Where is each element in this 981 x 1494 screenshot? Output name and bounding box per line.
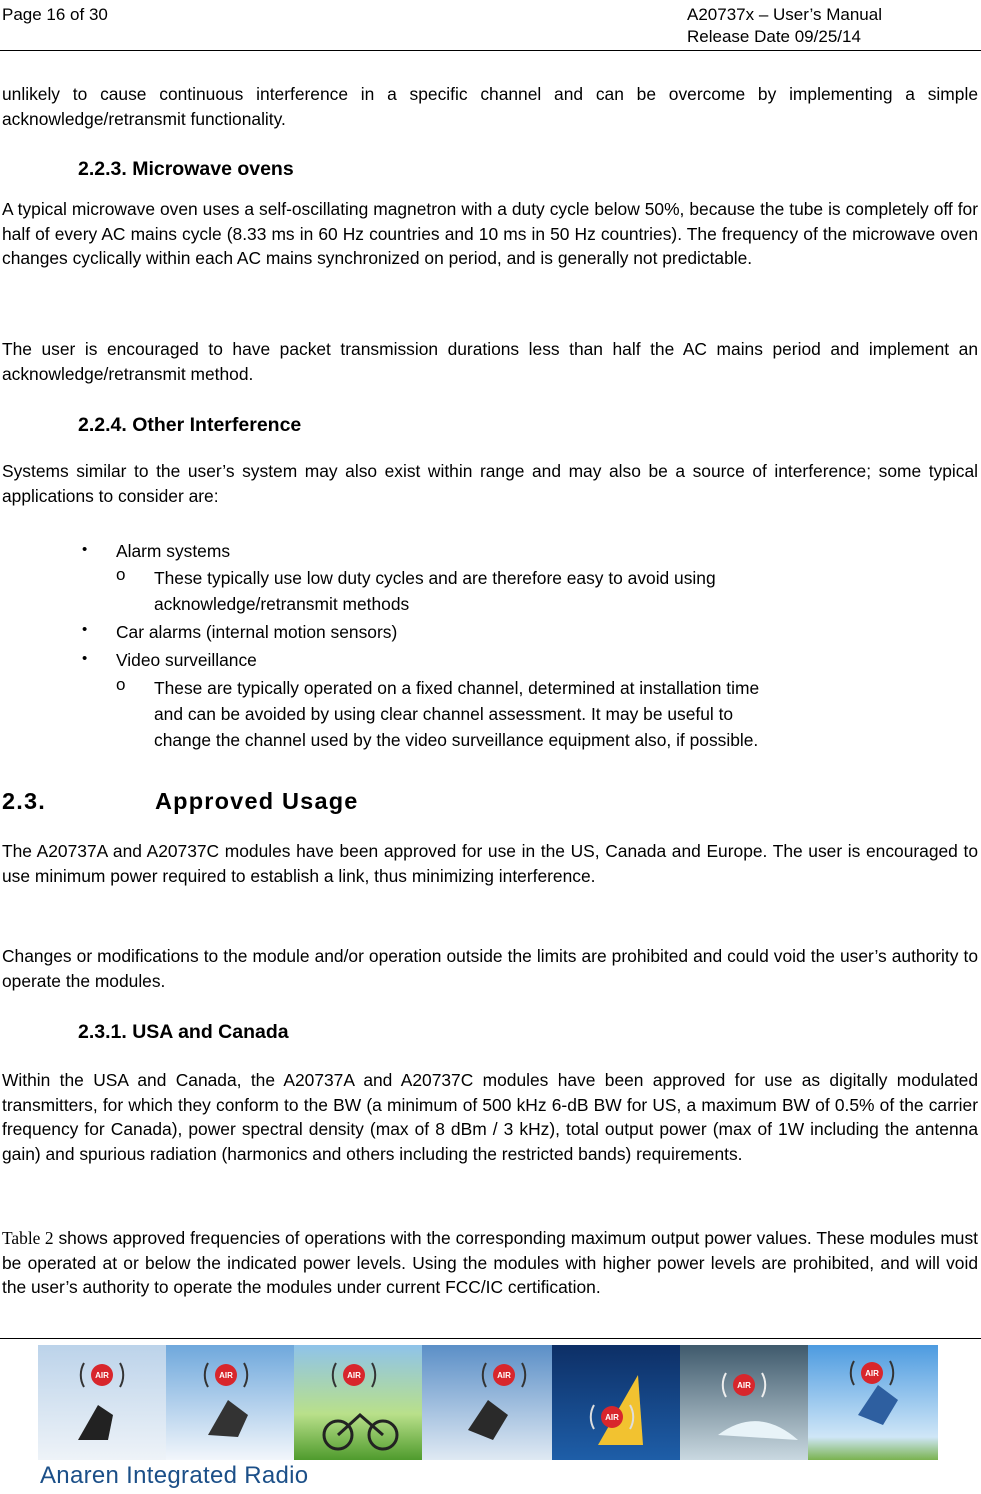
bullet-glyph: • [82, 541, 88, 558]
air-badge-text: AIR [219, 1371, 233, 1380]
usa-canada-paragraph-2-text: shows approved frequencies of operations with the corresponding maximum output power values. These modules must be operated at or below the indicated power levels. Using the modules with higher power levels are prohibited, and will void the user’s authority to operate the modules under current FCC/IC certification. [2, 1228, 978, 1298]
bullet-alarm-systems: Alarm systems [116, 541, 231, 561]
air-badge-text: AIR [605, 1413, 619, 1422]
sub-bullet-line: These are typically operated on a fixed channel, determined at installation time [154, 678, 760, 698]
sub-bullet-glyph: o [116, 565, 126, 584]
bullet-glyph: • [82, 621, 88, 638]
usa-canada-paragraph-1: Within the USA and Canada, the A20737A and A20737C modules have been approved for use as digitally modulated transmitters, for which they conform to the BW (a minimum of 500 kHz 6-dB BW for US, a maximum BW of 0.5% of the carrier frequency for Canada), power spectral density (max of 8 dBm / 3 kHz), total output power (max of 1W including the antenna gain) and spurious radiation (harmonics and others including the restricted bands) requirements. [2, 1070, 978, 1165]
manual-title: A20737x – User’s Manual [687, 5, 882, 24]
approved-usage-paragraph-2: Changes or modifications to the module and/or operation outside the limits are prohibited and could void the user’s authority to operate the modules. [2, 946, 978, 991]
sub-bullet-line: change the channel used by the video surveillance equipment also, if possible. [154, 730, 759, 750]
section-heading-2-3-1: 2.3.1. USA and Canada [78, 1021, 289, 1043]
section-heading-2-2-4: 2.2.4. Other Interference [78, 414, 302, 436]
sub-bullet-glyph: o [116, 675, 126, 694]
footer-divider [0, 1338, 981, 1339]
microwave-paragraph-1: A typical microwave oven uses a self-oscillating magnetron with a duty cycle below 50%, because the tube is completely off for half of every AC mains cycle (8.33 ms in 60 Hz countries and 10 ms in 50 Hz countries). The frequency of the microwave oven changes cyclically within each AC mains synchronized on period, and is generally not predictable. [2, 199, 978, 269]
brand-name: Anaren Integrated Radio [40, 1462, 309, 1489]
air-badge-text: AIR [865, 1369, 879, 1378]
intro-paragraph: unlikely to cause continuous interference in a specific channel and can be overcome by implementing a simple acknowledge/retransmit functionality. [2, 84, 978, 129]
footer-banner [38, 1345, 938, 1460]
release-date: Release Date 09/25/14 [687, 27, 861, 46]
section-heading-2-2-3: 2.2.3. Microwave ovens [78, 158, 294, 180]
sub-bullet-line: These typically use low duty cycles and are therefore easy to avoid using [154, 568, 716, 588]
photo-snowboard [38, 1345, 166, 1460]
microwave-paragraph-2: The user is encouraged to have packet transmission durations less than half the AC mains period and implement an acknowledge/retransmit method. [2, 339, 978, 384]
interference-paragraph: Systems similar to the user’s system may also exist within range and may also be a source of interference; some typical applications to consider are: [2, 461, 978, 506]
bullet-video-surveillance: Video surveillance [116, 650, 257, 670]
approved-usage-paragraph-1: The A20737A and A20737C modules have been approved for use in the US, Canada and Europe. The user is encouraged to use minimum power required to establish a link, thus minimizing interference. [2, 841, 978, 886]
photo-kayak [680, 1345, 808, 1460]
air-badge-text: AIR [737, 1381, 751, 1390]
bullet-glyph: • [82, 650, 88, 667]
air-badge-text: AIR [497, 1371, 511, 1380]
sub-bullet-line: and can be avoided by using clear channel assessment. It may be useful to [154, 704, 734, 724]
air-badge-text: AIR [347, 1371, 361, 1380]
document-header [687, 4, 882, 48]
banner-image [38, 1345, 938, 1460]
section-number-2-3: 2.3. [2, 788, 46, 814]
section-title-approved-usage: Approved Usage [155, 788, 359, 814]
page-number: Page 16 of 30 [2, 5, 108, 24]
usa-canada-paragraph-2 [2, 1226, 978, 1300]
bullet-car-alarms: Car alarms (internal motion sensors) [116, 622, 398, 642]
table-2-reference[interactable]: Table 2 [2, 1228, 54, 1248]
header-divider [0, 50, 981, 51]
air-badge-text: AIR [95, 1371, 109, 1380]
sub-bullet-line: acknowledge/retransmit methods [154, 594, 410, 614]
photo-bike [294, 1345, 422, 1460]
